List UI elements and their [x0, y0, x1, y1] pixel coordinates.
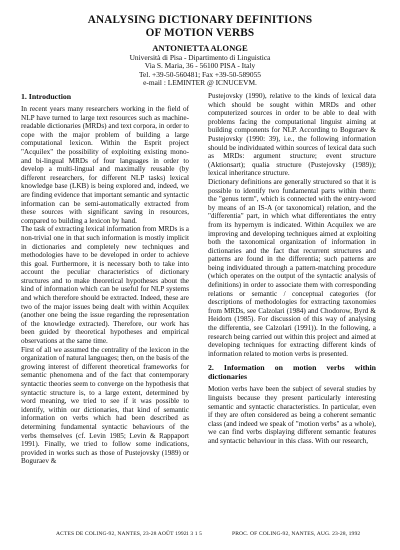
paragraph: Motion verbs have been the subject of several studies by linguists because they present particularly interesting semantic and syntactic characteristics. In particular, even if they are often considered as being a coherent semantic class (and indeed we speak of "motion verbs" as a whole), we can find verbs displaying different semantic features and syntactic behaviour in this class. With our research,: [208, 385, 376, 445]
footer-left: ACTES DE COLING-92, NANTES, 23-28 AOÛT 1992: [56, 531, 187, 537]
email-line: e-mail : LEMINTER @ ICNUCEVM.: [143, 78, 257, 88]
author-name: ANTONIETTA ALONGE: [152, 43, 248, 53]
paper-title: [0, 14, 400, 40]
phone-fax-line: Tel. +39-50-560481; Fax +39-50-589055: [139, 69, 261, 79]
affiliation-line: Università di Pisa - Dipartimento di Linguistica: [129, 53, 271, 62]
page-number: 1 3 1 5: [186, 531, 203, 537]
left-column: [21, 92, 189, 466]
right-column: [208, 92, 376, 446]
footer-right: PROC. OF COLING-92, NANTES, AUG. 23-28, 1992: [232, 531, 361, 537]
paragraph: The task of extracting lexical information from MRDs is a non-trivial one in that such information is mostly implicit in dictionaries and completely new techniques and methodologies have to be developed in order to achieve this goal. Furthermore, it is necessary both to take into account the peculiar characteristics of dictionary structures and to make theoretical hypotheses about the kind of information which can be useful for NLP systems and which therefore should be extracted. Indeed, these are two of the major issues being dealt with within Acquilex (another one being the issue regarding the representation of the knowledge extracted). Therefore, our work has been guided by theoretical hypotheses and empirical observations at the same time.: [21, 225, 189, 346]
author-block: [0, 43, 400, 88]
paragraph: Dictionary definitions are generally structured so that it is possible to identify two fundamental parts within them: the "genus term", which is connected with the entry-word by means of an IS-A (or taxonomical) relation, and the "differentia" part, in which what differentiates the entry from its hypernym is indicated. Within Acquilex we are improving and developing techniques aimed at exploiting both the taxonomical organization of information in dictionaries and the fact that recurrent structures and patterns are found in the differentia; such patterns are being individuated through a pattern-matching procedure (which operates on the output of the syntactic analysis of definitions) in order to associate them with corresponding relations or semantic / conceptual categories (for descriptions of methodologies for extracting taxonomies from MRDs, see Calzolari (1984) and Chodorow, Byrd & Heidorn (1985). For discussion of this way of analysing the differentia, see Calzolari (1991)). In the following, a research being carried out within this project and aimed at developing techniques for extracting different kinds of information related to motion verbs is presented.: [208, 177, 376, 358]
section-heading-introduction: 1. Introduction: [21, 92, 72, 101]
section-heading-motion-verbs: 2. Information on motion verbs within dictionaries: [208, 363, 376, 382]
paragraph: In recent years many researchers working in the field of NLP have turned to large text resources such as machine-readable dictionaries (MRDs) and text corpora, in order to cope with the major problem of building a large computational lexicon. Within the Esprit project "Acquilex" the possibility of exploiting existing mono- and bi-lingual MRDs of four languages in order to develop a multi-lingual and maximally reusable (by different researchers, for different NLP tasks) lexical knowledge base (LKB) is being explored and, indeed, we are finding evidence that important semantic and syntactic information can be semi-automatically extracted from these sources with significant saving in resources, compared to building a lexicon by hand.: [21, 105, 189, 225]
paragraph: First of all we assumed the centrality of the lexicon in the organization of natural languages; then, on the basis of the growing interest of different theoretical frameworks for semantic phenomena and of the fact that contemporary syntactic theories seem to converge on the hypothesis that syntactic structure is, to a large extent, determined by word meaning, we tried to see if it was possible to identify, within our dictionaries, that kind of semantic information on verbs which had been described as determining fundamental syntactic behaviours of the verbs themselves (cf. Levin 1985; Levin & Rappaport 1991). Finally, we tried to follow some indications, provided in works such as those of Pustejovsky (1989) or Boguraev &: [21, 345, 189, 466]
address-line: Via S. Maria, 36 - 56100 PISA - Italy: [144, 61, 256, 71]
title-line-2: OF MOTION VERBS: [145, 27, 255, 39]
paragraph: Pustejovsky (1990), relative to the kinds of lexical data which should be sought within MRDs and other computerized sources in order to be able to deal with problems facing the computational linguist aiming at building components for NLP. According to Boguraev & Pustejovsky (1990: 39), i.e., the following information should be individuated within sources of lexical data such as MRDs: argument structure; event structure (Aktionsart); qualia structure (Pustejovsky (1989)); lexical inheritance structure.: [208, 92, 376, 178]
title-line-1: ANALYSING DICTIONARY DEFINITIONS: [87, 14, 313, 26]
